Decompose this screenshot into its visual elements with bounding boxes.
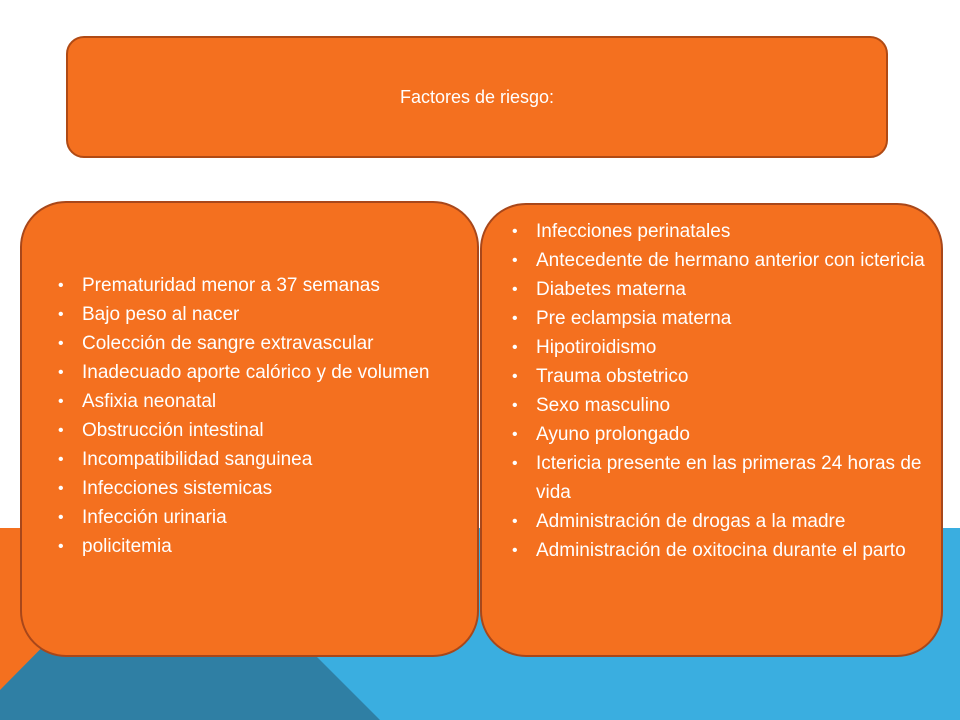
list-item: • Infecciones perinatales bbox=[512, 217, 925, 246]
list-item: • Infección urinaria bbox=[58, 503, 461, 532]
list-item: • Sexo masculino bbox=[512, 391, 925, 420]
risk-factors-left-panel bbox=[20, 201, 479, 657]
list-item: • Bajo peso al nacer bbox=[58, 300, 461, 329]
list-item: • Trauma obstetrico bbox=[512, 362, 925, 391]
list-item: • Antecedente de hermano anterior con ictericia bbox=[512, 246, 925, 275]
list-item: • Infecciones sistemicas bbox=[58, 474, 461, 503]
list-item: • Pre eclampsia materna bbox=[512, 304, 925, 333]
list-item: • Ictericia presente en las primeras 24 horas de vida bbox=[512, 449, 925, 507]
list-item: • Asfixia neonatal bbox=[58, 387, 461, 416]
list-item: • Administración de oxitocina durante el parto bbox=[512, 536, 925, 565]
list-item: • Incompatibilidad sanguinea bbox=[58, 445, 461, 474]
list-item: • Prematuridad menor a 37 semanas bbox=[58, 271, 461, 300]
list-item: • Hipotiroidismo bbox=[512, 333, 925, 362]
list-item: • Ayuno prolongado bbox=[512, 420, 925, 449]
left-risk-list bbox=[58, 271, 461, 561]
list-item: • policitemia bbox=[58, 532, 461, 561]
slide-title: Factores de riesgo: bbox=[399, 86, 555, 107]
list-item: • Administración de drogas a la madre bbox=[512, 507, 925, 536]
list-item: • Diabetes materna bbox=[512, 275, 925, 304]
list-item: • Obstrucción intestinal bbox=[58, 416, 461, 445]
right-risk-list bbox=[512, 217, 925, 565]
list-item: • Colección de sangre extravascular bbox=[58, 329, 461, 358]
list-item: • Inadecuado aporte calórico y de volumen bbox=[58, 358, 461, 387]
risk-factors-right-panel bbox=[480, 203, 943, 657]
title-box bbox=[66, 36, 888, 158]
